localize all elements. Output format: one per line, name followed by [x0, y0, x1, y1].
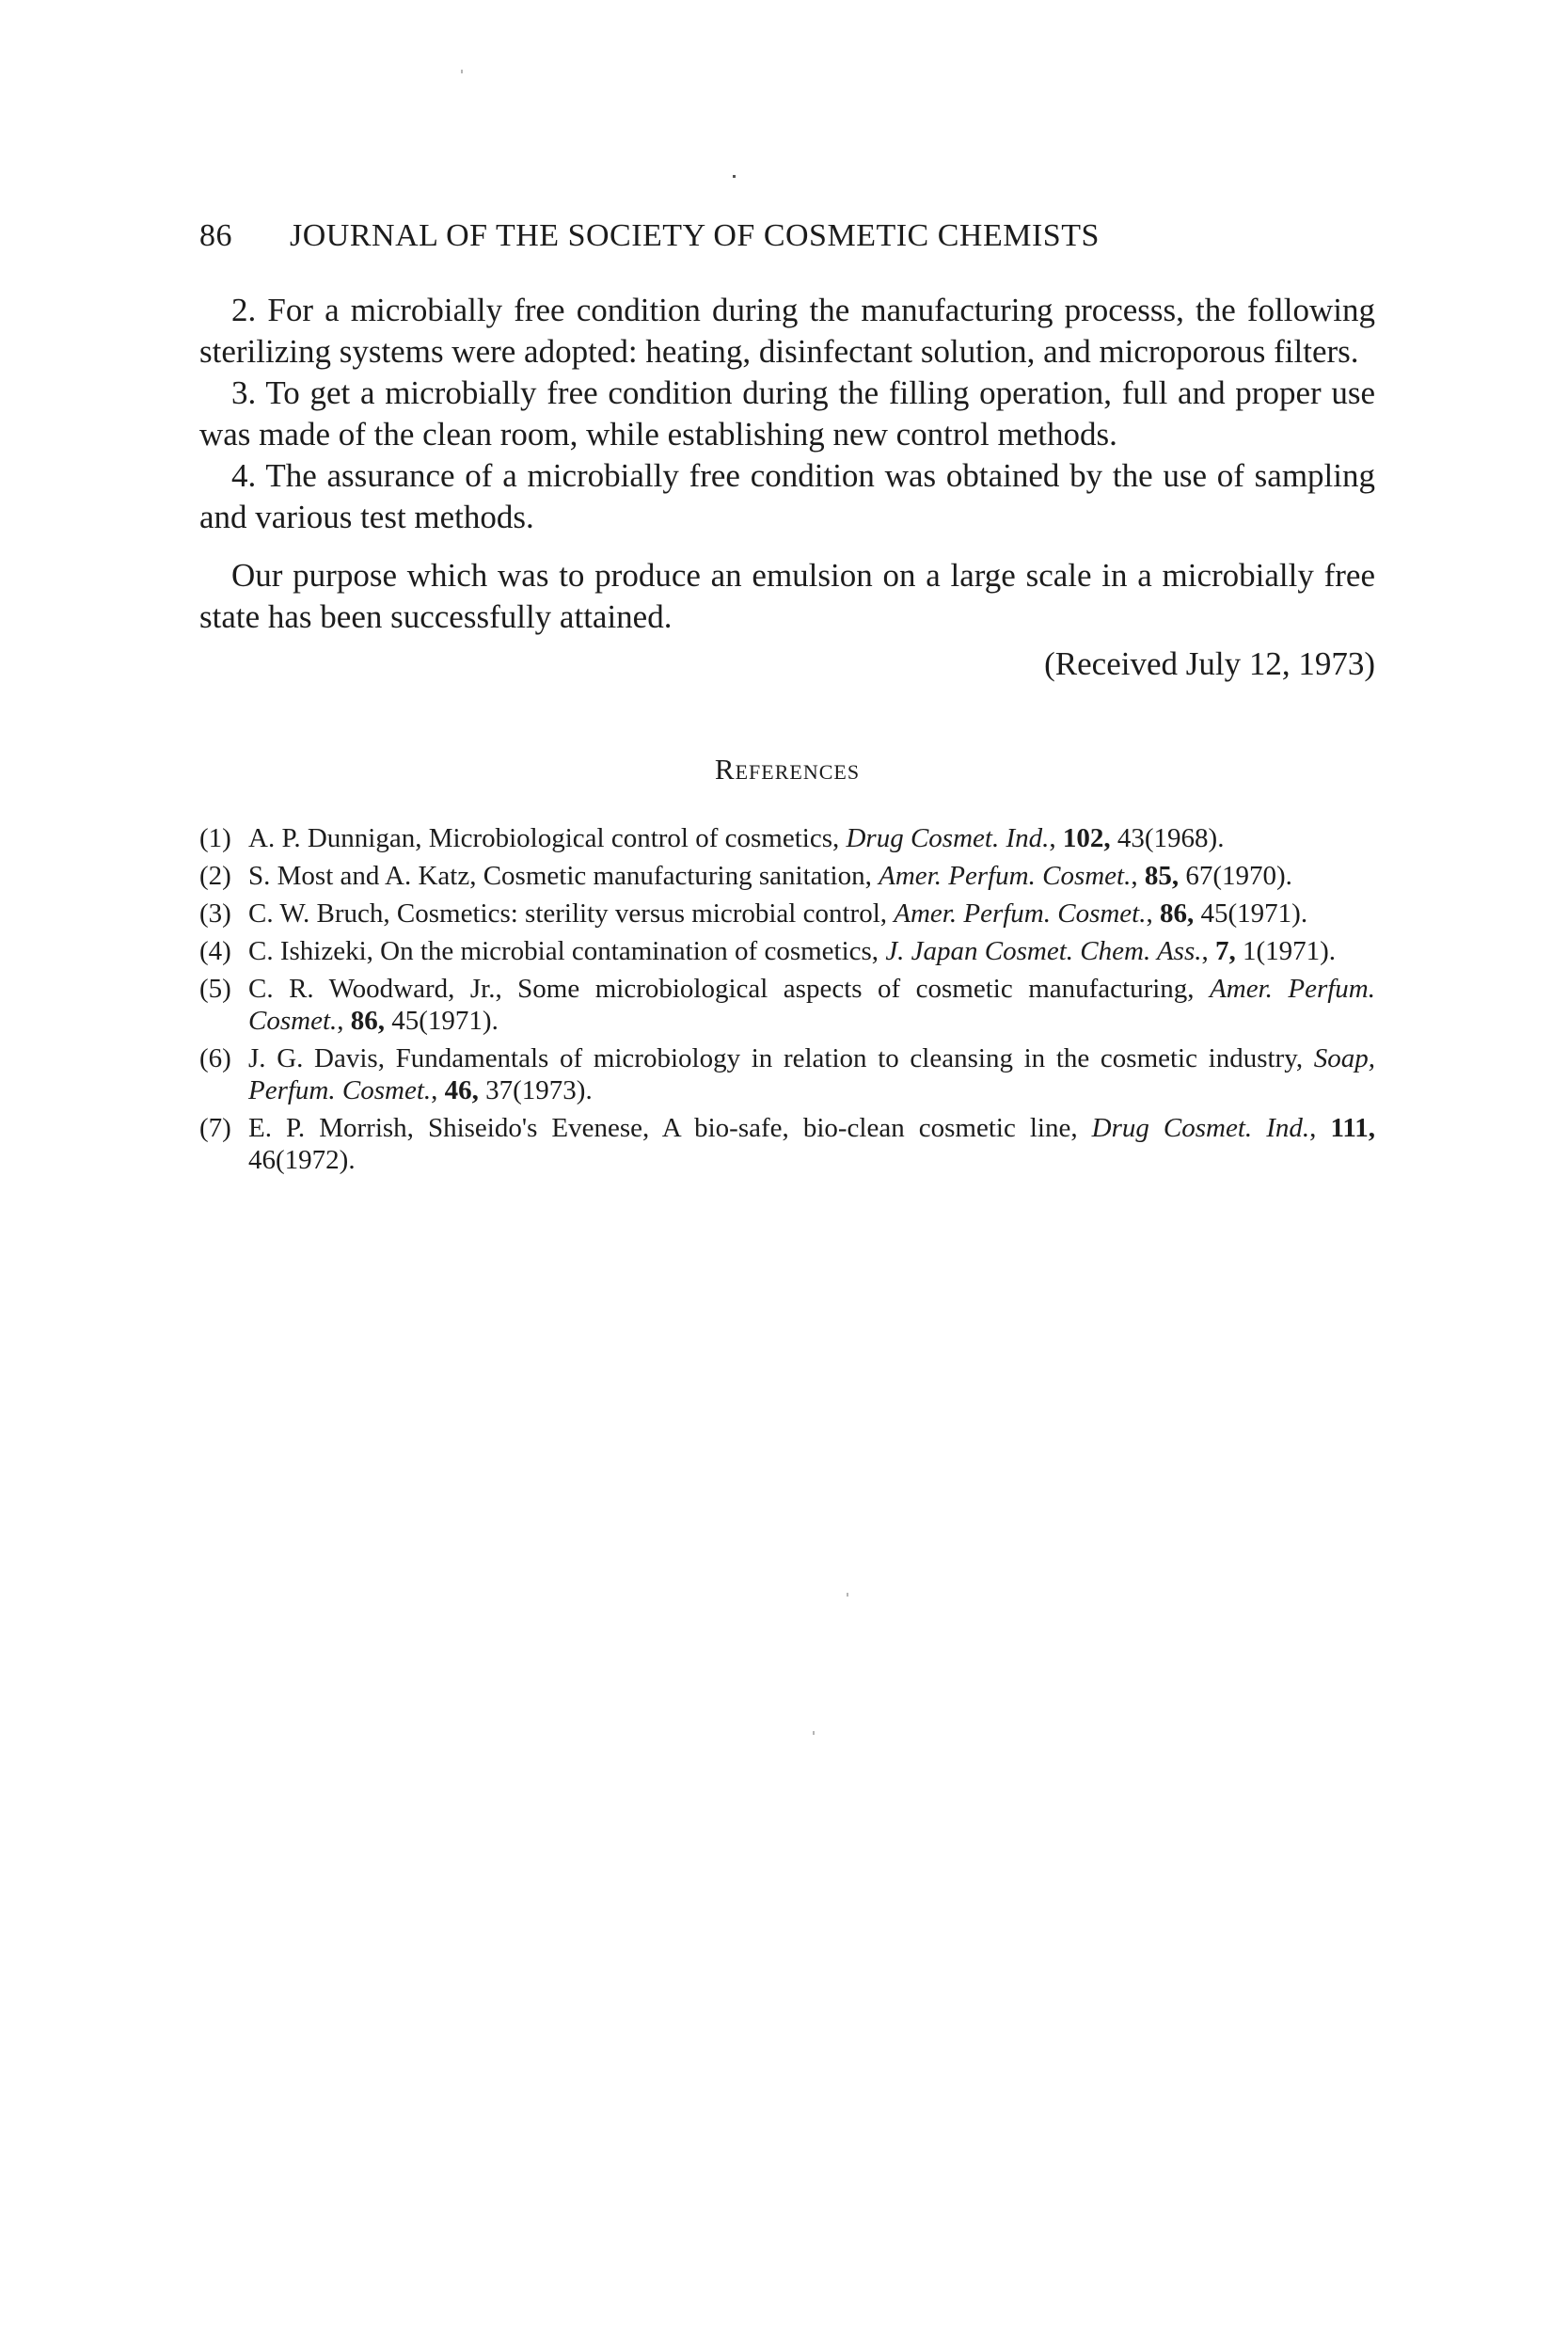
reference-number: (7) — [199, 1113, 231, 1143]
reference-number: (4) — [199, 936, 231, 966]
reference-pages: 45(1971). — [385, 1006, 499, 1036]
running-header — [199, 218, 1375, 254]
reference-volume: 86, — [1160, 898, 1195, 929]
reference-item — [199, 973, 1375, 1037]
references-heading: References — [714, 753, 861, 786]
paragraph-point-2: 2. For a microbially free condition during the manufacturing processs, the following sterilizing systems were adopted: heating, disinfectant solution, and microporous filters. — [199, 292, 1375, 370]
reference-separator: , — [1131, 861, 1145, 891]
reference-separator: , — [1309, 1113, 1331, 1143]
reference-separator: , — [337, 1006, 351, 1036]
reference-volume: 46, — [444, 1075, 479, 1105]
reference-pages: 37(1973). — [478, 1075, 593, 1105]
reference-authors: E. P. Morrish, Shiseido's Evenese, A bio-safe, bio-clean cosmetic line, — [248, 1113, 1092, 1143]
received-date: (Received July 12, 1973) — [1044, 645, 1375, 682]
reference-pages: 1(1971). — [1235, 936, 1337, 966]
reference-number: (5) — [199, 974, 231, 1004]
reference-authors: A. P. Dunnigan, Microbiological control of cosmetics, — [248, 823, 847, 853]
reference-separator: , — [431, 1075, 445, 1105]
reference-journal: Amer. Perfum. Cosmet. — [894, 898, 1147, 929]
reference-authors: C. R. Woodward, Jr., Some microbiological aspects of cosmetic manufacturing, — [248, 974, 1211, 1004]
paragraph-summary: Our purpose which was to produce an emulsion on a large scale in a microbially free state has been successfully attained. — [199, 557, 1375, 635]
reference-volume: 111, — [1330, 1113, 1375, 1143]
paragraph-point-4: 4. The assurance of a microbially free condition was obtained by the use of sampling and various test methods. — [199, 457, 1375, 535]
reference-journal: Drug Cosmet. Ind. — [1091, 1113, 1310, 1143]
reference-volume: 102, — [1062, 823, 1111, 853]
reference-pages: 43(1968). — [1110, 823, 1225, 853]
reference-volume: 7, — [1214, 936, 1236, 966]
reference-item — [199, 935, 1375, 967]
reference-journal: Amer. Perfum. Cosmet. — [879, 861, 1132, 891]
reference-item — [199, 1042, 1375, 1106]
reference-volume: 86, — [350, 1006, 385, 1036]
reference-pages: 45(1971). — [1194, 898, 1308, 929]
journal-title: JOURNAL OF THE SOCIETY OF COSMETIC CHEMISTS — [290, 218, 1100, 253]
reference-authors: J. G. Davis, Fundamentals of microbiology in relation to cleansing in the cosmetic industry, — [248, 1043, 1314, 1073]
reference-authors: S. Most and A. Katz, Cosmetic manufacturing sanitation, — [248, 861, 879, 891]
reference-journal: Drug Cosmet. Ind. — [846, 823, 1050, 853]
reference-item — [199, 1112, 1375, 1176]
page-number: 86 — [199, 218, 232, 253]
reference-journal: J. Japan Cosmet. Chem. Ass. — [885, 936, 1202, 966]
reference-authors: C. Ishizeki, On the microbial contamination of cosmetics, — [248, 936, 886, 966]
paragraph-point-3: 3. To get a microbially free condition during the filling operation, full and proper use was made of the clean room, while establishing new control methods. — [199, 374, 1375, 453]
reference-separator: , — [1201, 936, 1215, 966]
reference-journal: Amer. Perfum. Cosmet. — [248, 974, 1375, 1036]
reference-item — [199, 898, 1375, 930]
reference-number: (2) — [199, 861, 231, 891]
reference-journal: Soap, Perfum. Cosmet. — [248, 1043, 1375, 1105]
reference-number: (1) — [199, 823, 231, 853]
reference-list — [199, 822, 1375, 1176]
reference-number: (3) — [199, 898, 231, 929]
article-body — [199, 290, 1375, 1182]
reference-pages: 67(1970). — [1179, 861, 1292, 891]
reference-pages: 46(1972). — [248, 1145, 356, 1175]
reference-volume: 85, — [1144, 861, 1180, 891]
reference-separator: , — [1049, 823, 1063, 853]
reference-item — [199, 822, 1375, 854]
reference-authors: C. W. Bruch, Cosmetics: sterility versus microbial control, — [248, 898, 895, 929]
reference-item — [199, 860, 1375, 892]
document-page — [199, 0, 1375, 2336]
reference-separator: , — [1146, 898, 1160, 929]
reference-number: (6) — [199, 1043, 231, 1073]
